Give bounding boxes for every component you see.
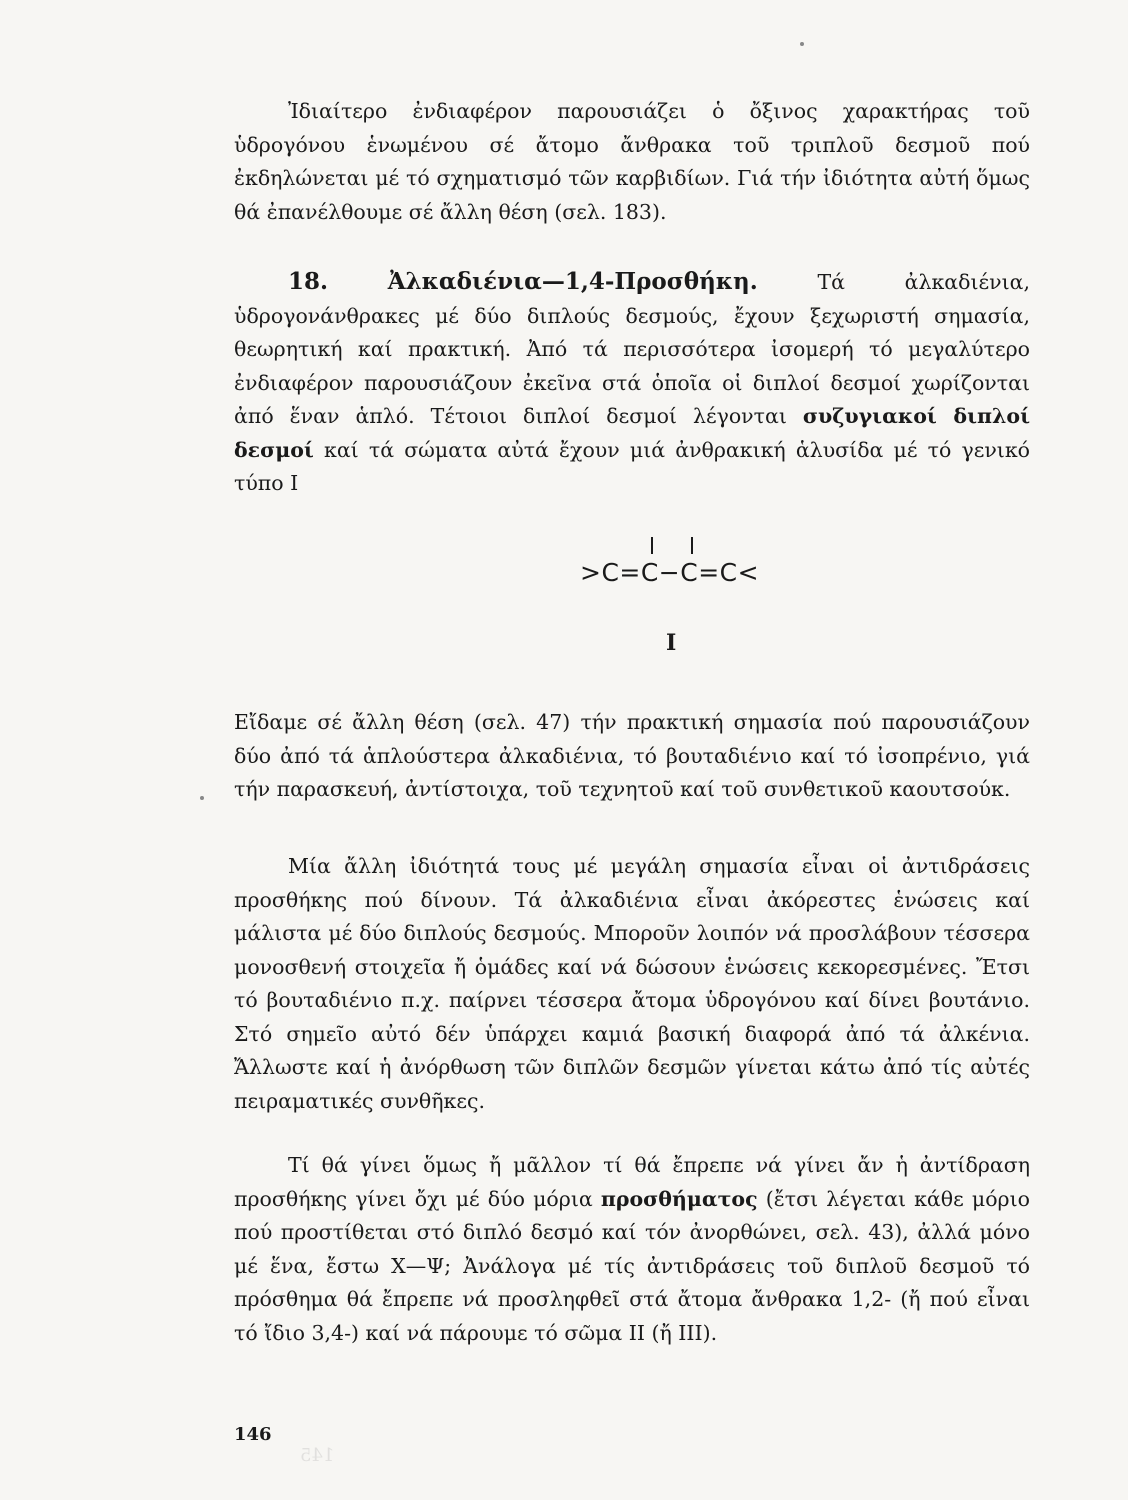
formula-label: I: [666, 630, 677, 656]
general-formula: >C=C−C=C<: [580, 558, 760, 587]
formula-bond-1: [651, 537, 653, 554]
speck: [800, 42, 804, 46]
section-text-a: Τά ἀλκαδιένια, ὑδρογονάνθρακες μέ δύο διπλούς δεσμούς, ἔχουν ξεχωριστή σημασία, θεωρητική καί πρακτική. Ἀπό τά περισσότερα ἰσομερή τό μεγαλύτερο ἐνδιαφέρον παρουσιάζουν ἐκεῖνα στά ὁποῖα οἱ διπλοί δεσμοί χωρίζονται ἀπό ἕναν ἁπλό. Τέτοιοι διπλοί δεσμοί λέγονται: [234, 270, 1030, 428]
paragraph-4-text-a: Τί θά γίνει ὅμως ἤ μᾶλλον τί θά ἔπρεπε νά γίνει ἄν ἡ ἀντίδραση προσθήκης γίνει ὄχι μέ δύο μόρια: [234, 1153, 1030, 1211]
section-paragraph: [234, 265, 1030, 501]
page-number: 146: [234, 1424, 272, 1445]
section-number: 18.: [288, 268, 329, 295]
intro-block: [234, 95, 1030, 229]
section-18-block: [234, 265, 1030, 501]
paragraph-3: Μία ἄλλη ἰδιότητά τους μέ μεγάλη σημασία εἶναι οἱ ἀντιδράσεις προσθήκης πού δίνουν. Τά ἀλκαδιένια εἶναι ἀκόρεστες ἑνώσεις καί μάλιστα μέ δύο διπλούς δεσμούς. Μποροῦν λοιπόν νά προσλάβουν τέσσερα μονοσθενή στοιχεῖα ἤ ὁμάδες καί νά δώσουν ἑνώσεις κεκορεσμένες. Ἔτσι τό βουταδιένιο π.χ. παίρνει τέσσερα ἄτομα ὑδρογόνου καί δίνει βουτάνιο. Στό σημεῖο αὐτό δέν ὑπάρχει καμιά βασική διαφορά ἀπό τά ἀλκένια. Ἄλλωστε καί ἡ ἀνόρθωση τῶν διπλῶν δεσμῶν γίνεται κάτω ἀπό τίς αὐτές πειραματικές συνθῆκες.: [234, 854, 1030, 1113]
formula-bond-2: [691, 537, 693, 554]
term-addend: προσθήματος: [600, 1186, 758, 1211]
intro-paragraph: Ἰδιαίτερο ἐνδιαφέρον παρουσιάζει ὁ ὄξινος χαρακτήρας τοῦ ὑδρογόνου ἑνωμένου σέ ἄτομο ἄνθρακα τοῦ τριπλοῦ δεσμοῦ πού ἐκδηλώνεται μέ τό σχηματισμό τῶν καρβιδίων. Γιά τήν ἰδιότητα αὐτή ὅμως θά ἐπανέλθουμε σέ ἄλλη θέση (σελ. 183).: [234, 99, 1030, 224]
speck: [200, 796, 204, 800]
paragraph-2-block: [234, 706, 1030, 807]
paragraph-4-text-b: (ἔτσι λέγεται κάθε μόριο πού προστίθεται στό διπλό δεσμό καί τόν ἀνορθώνει, σελ. 43), ἀλλά μόνο μέ ἕνα, ἔστω Χ—Ψ; Ἀνάλογα μέ τίς ἀντιδράσεις τοῦ διπλοῦ δεσμοῦ τό πρόσθημα θά ἔπρεπε νά προσληφθεῖ στά ἄτομα ἄνθρακα 1,2- (ἤ πού εἶναι τό ἴδιο 3,4-) καί νά πάρουμε τό σῶμα II (ἤ III).: [234, 1186, 1030, 1345]
section-text-b: καί τά σώματα αὐτά ἔχουν μιά ἀνθρακική ἁλυσίδα μέ τό γενικό τύπο I: [234, 437, 1030, 495]
paragraph-4-block: [234, 1149, 1030, 1350]
paragraph-2: Εἴδαμε σέ ἄλλη θέση (σελ. 47) τήν πρακτική σημασία πού παρουσιάζουν δύο ἀπό τά ἁπλούστερα ἀλκαδιένια, τό βουταδιένιο καί τό ἰσοπρένιο, γιά τήν παρασκευή, ἀντίστοιχα, τοῦ τεχνητοῦ καί τοῦ συνθετικοῦ καουτσούκ.: [234, 710, 1030, 801]
term-conjugated-double-bonds: συζυγιακοί διπλοί δεσμοί: [234, 404, 1030, 462]
paragraph-4: [234, 1149, 1030, 1350]
paragraph-3-block: [234, 850, 1030, 1118]
bleed-through-text: 145: [300, 1445, 335, 1466]
section-title: Ἀλκαδιένια—1,4-Προσθήκη.: [387, 268, 758, 295]
